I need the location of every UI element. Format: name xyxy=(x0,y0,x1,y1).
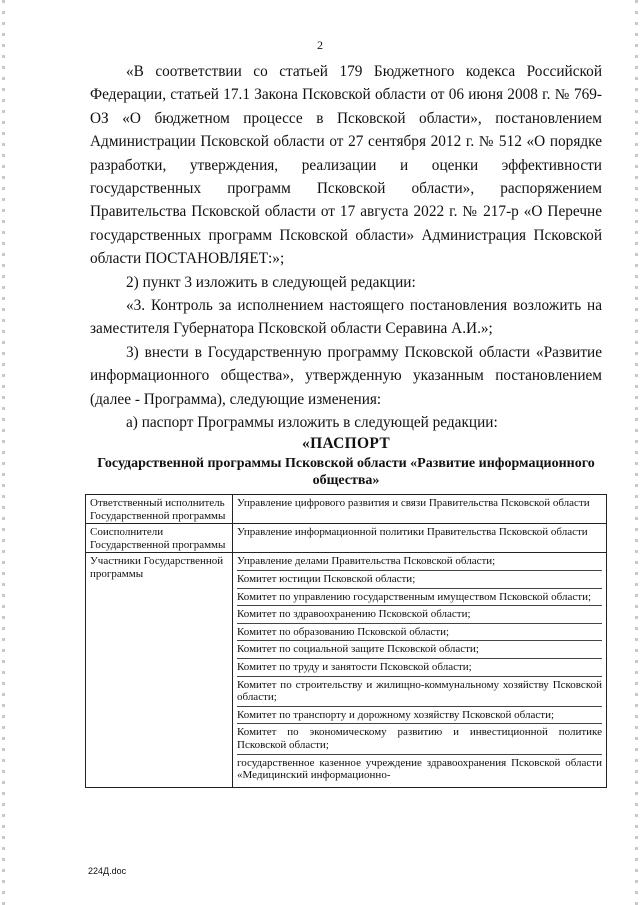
value-line: Управление информационной политики Правительства Псковской области xyxy=(237,526,588,539)
paragraph-preamble: «В соответствии со статьей 179 Бюджетного кодекса Российской Федерации, статьей 17.1 Закона Псковской области от 06 июня 2008 г. № 769-ОЗ «О бюджетном процессе в Псковской области», постановлением Администрации Псковской области от 27 сентября 2012 г. № 512 «О порядке разработки, утверждения, реализации и оценки эффективности государственных программ Псковской области», распоряжением Правительства Псковской области от 17 августа 2022 г. № 217-р «О Перечне государственных программ Псковской области» Администрация Псковской области ПОСТАНОВЛЯЕТ:»; xyxy=(90,63,602,268)
document-body xyxy=(90,60,602,435)
paragraph-item-3: 3) внести в Государственную программу Псковской области «Развитие информационного общества», утвержденную указанным постановлением (далее - Программа), следующие изменения: xyxy=(90,343,602,408)
value-line: Комитет по транспорту и дорожному хозяйству Псковской области; xyxy=(237,709,602,725)
passport-title: «ПАСПОРТ xyxy=(302,435,390,452)
value-line: Комитет по образованию Псковской области; xyxy=(237,626,602,642)
row-label: Участники Государственной программы xyxy=(86,553,233,787)
row-value xyxy=(233,495,607,524)
value-line: Комитет по управлению государственным имуществом Псковской области; xyxy=(237,591,602,607)
footer-filename: 224Д.doc xyxy=(88,866,127,876)
table-row xyxy=(86,495,607,524)
value-line: Управление цифрового развития и связи Правительства Псковской области xyxy=(237,497,590,509)
value-line: Управление делами Правительства Псковской области; xyxy=(237,555,602,571)
table-row xyxy=(86,553,607,787)
paragraph-item-2: 2) пункт 3 изложить в следующей редакции: xyxy=(126,273,416,291)
table-row xyxy=(86,524,607,553)
value-line: государственное казенное учреждение здравоохранения Псковской области «Медицинский информационно- xyxy=(237,756,602,782)
row-value xyxy=(233,524,607,553)
right-edge-marks xyxy=(635,0,638,905)
row-label: Соисполнители Государственной программы xyxy=(86,524,233,553)
passport-table xyxy=(85,494,607,788)
left-edge-marks xyxy=(2,0,5,905)
row-value xyxy=(233,553,607,787)
row-label: Ответственный исполнитель Государственной программы xyxy=(86,495,233,524)
paragraph-control-clause: «3. Контроль за исполнением настоящего постановления возложить на заместителя Губернатора Псковской области Серавина А.И.»; xyxy=(90,297,602,338)
passport-subtitle: Государственной программы Псковской области «Развитие информационного общества» xyxy=(97,456,595,488)
value-line: Комитет по социальной защите Псковской области; xyxy=(237,643,602,659)
value-line: Комитет по строительству и жилищно-коммунальному хозяйству Псковской области; xyxy=(237,679,602,707)
value-line: Комитет по здравоохранению Псковской области; xyxy=(237,608,602,624)
paragraph-item-a: а) паспорт Программы изложить в следующей редакции: xyxy=(126,414,498,432)
value-line: Комитет юстиции Псковской области; xyxy=(237,573,602,589)
page-number: 2 xyxy=(317,38,323,52)
value-line: Комитет по труду и занятости Псковской области; xyxy=(237,661,602,677)
value-line: Комитет по экономическому развитию и инвестиционной политике Псковской области; xyxy=(237,726,602,754)
